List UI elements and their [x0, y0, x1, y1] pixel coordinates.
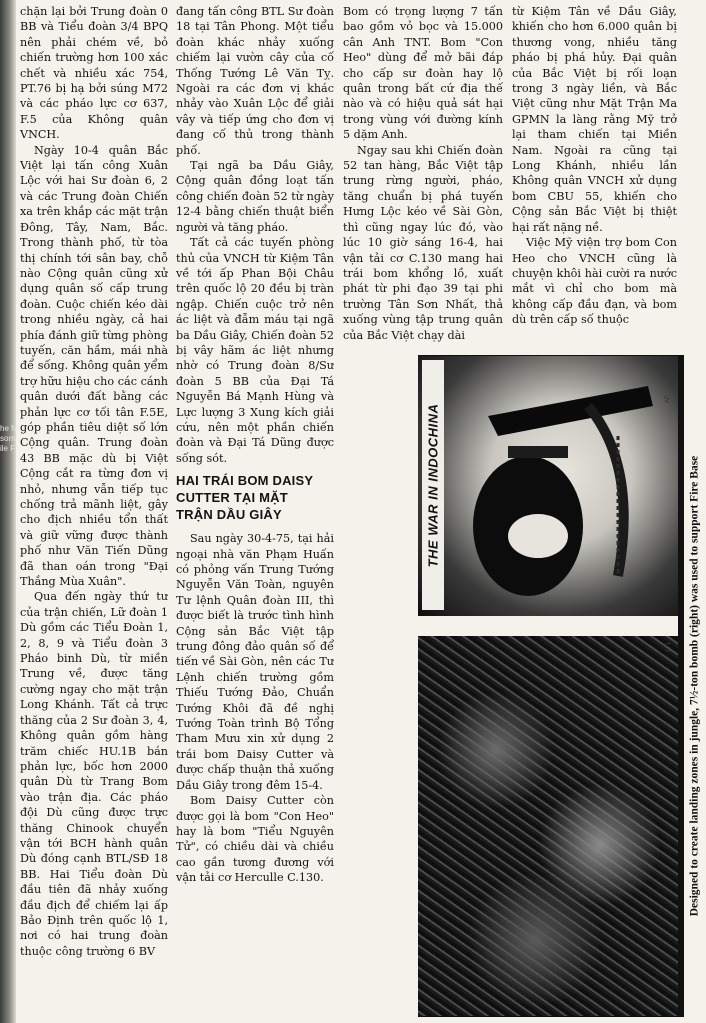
helicopter-illustration: [468, 376, 668, 606]
helicopter-photo: [418, 356, 678, 616]
book-title-strip: [422, 360, 444, 610]
headline-line: HAI TRÁI BOM DAISY: [176, 473, 314, 489]
book-title: THE WAR IN INDOCHINA: [425, 403, 441, 567]
photo-caption: [684, 355, 704, 1017]
paragraph: từ Kiệm Tân về Dầu Giây, khiến cho hơn 6.000 quân bị thương vong, nhiều tăng pháo bị phá hủy. Đại quân của Bắc Việt bị rối loạn trong 3 ngày liền, và Bắc Việt cũng như Mặt Trận Ma GPMN la làng rằng Mỹ trở lại tham chiến tại Miền Nam. Ngoài ra cũng tại Long Khánh, nhiều lần Không quân VNCH xử dụng bom CBU 55, khiến cho Cộng sản Bắc Việt bị thiệt hại rất nặng nề.: [512, 5, 677, 234]
article-column-4: [512, 4, 677, 349]
paragraph: Qua đến ngày thứ tư của trận chiến, Lữ đoàn 1 Dù gồm các Tiểu Đoàn 1, 2, 8, 9 và Tiểu đoàn 3 Pháo binh Dù, từ miền Trung về, được tăng cường ngay cho mặt trận Long Khánh. Tất cả trực thăng của 2 Sư đoàn 3, 4, Không quân gồm hàng trăm chiếc HU.1B bán phản lực, bốc hơn 2000 quân Dù từ Trang Bom vào trận địa. Các pháo đội Dù cũng được trực thăng Chinook chuyển vận tới BCH hành quân Dù đóng cạnh BTL/SĐ 18 BB. Hai Tiểu đoàn Dù đầu tiên đã nhảy xuống đầu địch để chiếm lại ấp Bảo Định trên quốc lộ 1, nơi có hai trung đoàn thuộc công trường 6 BV: [20, 590, 168, 958]
bomb-crater-photo: [418, 636, 678, 1016]
margin-fragment: ile F: [0, 444, 16, 453]
headline-line: TRẬN DẦU GIÂY: [176, 507, 282, 523]
photo-divider: [418, 616, 678, 636]
article-column-1: [20, 4, 168, 1014]
paragraph: Ngay sau khi Chiến đoàn 52 tan hàng, Bắc Việt tập trung rừng người, pháo, tăng chuẩn bị phá tuyến Hưng Lộc kéo về Sài Gòn, thì cũng ngay lúc đó, vào lúc 10 giờ sáng 16-4, hai vận tải cơ C.130 mang hai trái bom khổng lồ, xuất phát từ phi đạo 39 tại phi trường Tân Sơn Nhất, thả xuống vùng tập trung quân của Bắc Việt chạy dài: [343, 143, 503, 342]
paragraph: Sau ngày 30-4-75, tại hải ngoại nhà văn Phạm Huấn có phỏng vấn Trung Tướng Nguyễn Văn Toàn, nguyên Tư lệnh Quân đoàn III, thì được biết là trước tình hình Cộng sản Bắc Việt tập trung đông đảo quân số để tiến về Sài Gòn, nên các Tư Lệnh chiến trường gồm Thiếu Tướng Đảo, Chuẩn Tướng Khôi đã đề nghị Tướng Toàn trình Bộ Tổng Tham Mưu xin xử dụng 2 trái bom Daisy Cutter và được chấp thuận thả xuống Dầu Giây trong đêm 15-4.: [176, 532, 334, 792]
paragraph: Ngày 10-4 quân Bắc Việt lại tấn công Xuân Lộc với hai Sư đoàn 6, 2 và các Trung đoàn Chiến xa trên khắp các mặt trận Đông, Tây, Nam, Bắc. Trong thành phố, từ tòa thị chính tới sân bay, chỗ nào Cộng quân cũng xử dụng quân số cấp trung đoàn. Cuộc chiến kéo dài trong nhiều ngày, cả hai phía đánh giữ từng phòng tuyến, căn hầm, mái nhà để sống. Không quân yểm trợ hữu hiệu cho các cánh quân dưới đất bằng các phản lực cơ tối tân F.5E, góp phần tiêu diệt số lớn Cộng quân. Trung đoàn 43 BB mặc dù bị Việt Cộng cắt ra từng đơn vị nhỏ, nhưng vẫn tiếp tục chống trả mãnh liệt, gây cho địch nhiều tổn thất và giữ vững được thành phố như Văn Tiến Dũng đã than oán trong "Đại Thắng Mùa Xuân".: [20, 143, 168, 589]
paragraph: chặn lại bởi Trung đoàn 0 BB và Tiểu đoàn 3/4 BPQ nên phải chém về, bỏ chiến trường hơn 100 xác chết và nhiều xác 754, PT.76 bị hạ bởi súng M72 và các pháo lực cơ 637, F.5 của Không quân VNCH.: [20, 5, 168, 142]
paragraph: Tất cả các tuyến phòng thủ của VNCH từ Kiệm Tân về tới ấp Phan Bội Châu trên quốc lộ 20 đều bị tràn ngập. Chiến cuộc trở nên ác liệt và đẫm máu tại ngã ba Dầu Giây, Chiến đoàn 52 bị vây hãm ác liệt nhưng nhờ có Trung đoàn 8/Sư đoàn 5 BB của Đại Tá Nguyễn Bá Mạnh Hùng và Lực lượng 3 Xung kích giải cứu, nên một phần chiến đoàn và Đại Tá Dũng được sống sót.: [176, 236, 334, 465]
left-margin-strip: [0, 0, 16, 1023]
caption-text: Designed to create landing zones in jungle, 7½-ton bomb (right) was used to support Fire Base: [688, 455, 701, 917]
photo-credit: AP: [665, 394, 672, 404]
section-headline: [176, 472, 334, 523]
margin-fragment: he N: [0, 424, 17, 433]
paragraph: Tại ngã ba Dầu Giây, Cộng quân đồng loạt tấn công chiến đoàn 52 từ ngày 12-4 bằng chiến thuật biển người và tăng pháo.: [176, 159, 334, 234]
article-column-3: [343, 4, 503, 349]
paragraph: Việc Mỹ viện trợ bom Con Heo cho VNCH cũng là chuyện khôi hài cười ra nước mắt vì chỉ cho bom mà không cấp đầu đạn, và bom dù trên cấp số thuộc: [512, 236, 677, 327]
headline-line: CUTTER TẠI MẶT: [176, 490, 288, 506]
photo-number: 171: [666, 641, 673, 653]
paragraph: Bom Daisy Cutter còn được gọi là bom "Con Heo" hay là bom "Tiểu Nguyên Tử", có chiều dài và chiều cao gần tương đương với vận tải cơ Herculle C.130.: [176, 794, 334, 885]
paragraph: Bom có trọng lượng 7 tấn bao gồm vỏ bọc và 15.000 cân Anh TNT. Bom "Con Heo" dùng để mở bãi đáp cho cấp sư đoàn hay lộ quân trong bất cứ địa thế nào và có hiệu quả sát hại trong vùng với đường kính 5 dặm Anh.: [343, 5, 503, 142]
margin-fragment: sorn: [0, 434, 16, 443]
article-column-2: [176, 4, 334, 1014]
paragraph: đang tấn công BTL Sư đoàn 18 tại Tân Phong. Một tiểu đoàn khác nhảy xuống chiếm lại vườn cây của cố Thống Tướng Lê Văn Tỵ. Ngoài ra các đơn vị khác nhảy vào Xuân Lộc để giải vây và tiếp ứng cho đơn vị đang cố thủ trong thành phố.: [176, 5, 334, 157]
